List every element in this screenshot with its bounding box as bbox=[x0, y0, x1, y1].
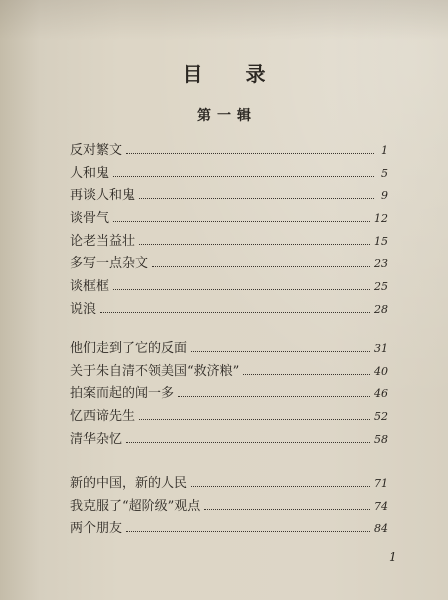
dot-leader bbox=[139, 419, 370, 420]
toc-entry-title: 多写一点杂文 bbox=[70, 256, 149, 272]
dot-leader bbox=[113, 289, 370, 290]
toc-entry-page: 58 bbox=[374, 432, 388, 446]
dot-leader bbox=[139, 244, 370, 245]
page-shadow bbox=[0, 0, 448, 40]
dot-leader bbox=[126, 531, 370, 532]
toc-entry-title: 人和鬼 bbox=[70, 165, 110, 181]
toc-entry-page: 52 bbox=[374, 410, 388, 424]
toc-entry-title: 说浪 bbox=[70, 301, 97, 317]
toc-group-2 bbox=[70, 338, 388, 451]
toc-entry-title: 关于朱自清不领美国“救济粮” bbox=[70, 363, 240, 379]
toc-entry-title: 两个朋友 bbox=[70, 521, 123, 537]
dot-leader bbox=[243, 374, 370, 375]
section-heading: 第一辑 bbox=[197, 108, 257, 124]
toc-entry bbox=[70, 429, 388, 452]
dot-leader bbox=[126, 153, 374, 154]
toc-entry-page: 23 bbox=[374, 257, 388, 271]
toc-entry bbox=[70, 496, 388, 519]
toc-entry bbox=[70, 276, 388, 299]
page-title: 目 录 bbox=[182, 62, 284, 86]
toc-entry-title: 谈框框 bbox=[70, 279, 110, 295]
toc-entry-page: 5 bbox=[381, 166, 388, 180]
toc-group-3 bbox=[70, 473, 388, 541]
toc-entry bbox=[70, 163, 388, 186]
dot-leader bbox=[191, 351, 370, 352]
dot-leader bbox=[191, 486, 370, 487]
toc-entry bbox=[70, 361, 388, 384]
dot-leader bbox=[178, 396, 370, 397]
toc-entry bbox=[70, 185, 388, 208]
toc-entry bbox=[70, 253, 388, 276]
toc-entry bbox=[70, 473, 388, 496]
toc-entry-title: 拍案而起的闻一多 bbox=[70, 386, 175, 402]
toc-entry-page: 12 bbox=[374, 212, 388, 226]
toc-entry-page: 1 bbox=[381, 144, 388, 157]
toc-entry-page: 74 bbox=[374, 499, 388, 513]
dot-leader bbox=[100, 312, 370, 313]
toc-entry bbox=[70, 140, 388, 163]
toc-entry-page: 28 bbox=[374, 302, 388, 316]
toc-entry-page: 71 bbox=[374, 477, 388, 490]
toc-entry-title: 谈骨气 bbox=[70, 211, 110, 227]
dot-leader bbox=[113, 176, 374, 177]
toc-entry-page: 9 bbox=[381, 189, 388, 203]
toc-entry-page: 31 bbox=[374, 342, 388, 355]
page-number: 1 bbox=[389, 550, 397, 564]
toc-group-1 bbox=[70, 140, 388, 322]
toc-entry-page: 40 bbox=[374, 364, 388, 378]
toc-entry bbox=[70, 406, 388, 429]
dot-leader bbox=[152, 266, 370, 267]
dot-leader bbox=[204, 509, 370, 510]
toc-entry-page: 84 bbox=[374, 522, 388, 536]
toc-entry-title: 反对繁文 bbox=[70, 143, 123, 158]
toc-entry-title: 他们走到了它的反面 bbox=[70, 341, 188, 356]
dot-leader bbox=[126, 442, 370, 443]
toc-entry-title: 清华杂忆 bbox=[70, 431, 123, 447]
toc-entry-title: 我克服了“超阶级”观点 bbox=[70, 498, 201, 514]
toc-entry-title: 新的中国，新的人民 bbox=[70, 476, 188, 491]
dot-leader bbox=[139, 198, 374, 199]
toc-entry bbox=[70, 231, 388, 254]
toc-entry-page: 25 bbox=[374, 280, 388, 294]
toc-entry bbox=[70, 518, 388, 541]
toc-entry-title: 忆西谛先生 bbox=[70, 409, 136, 425]
toc-entry bbox=[70, 208, 388, 231]
dot-leader bbox=[113, 221, 370, 222]
toc-entry-title: 论老当益壮 bbox=[70, 233, 136, 249]
toc-entry-title: 再谈人和鬼 bbox=[70, 188, 136, 204]
toc-entry-page: 46 bbox=[374, 387, 388, 401]
toc-entry-page: 15 bbox=[374, 234, 388, 248]
toc-entry bbox=[70, 299, 388, 322]
toc-entry bbox=[70, 338, 388, 361]
toc-entry bbox=[70, 383, 388, 406]
